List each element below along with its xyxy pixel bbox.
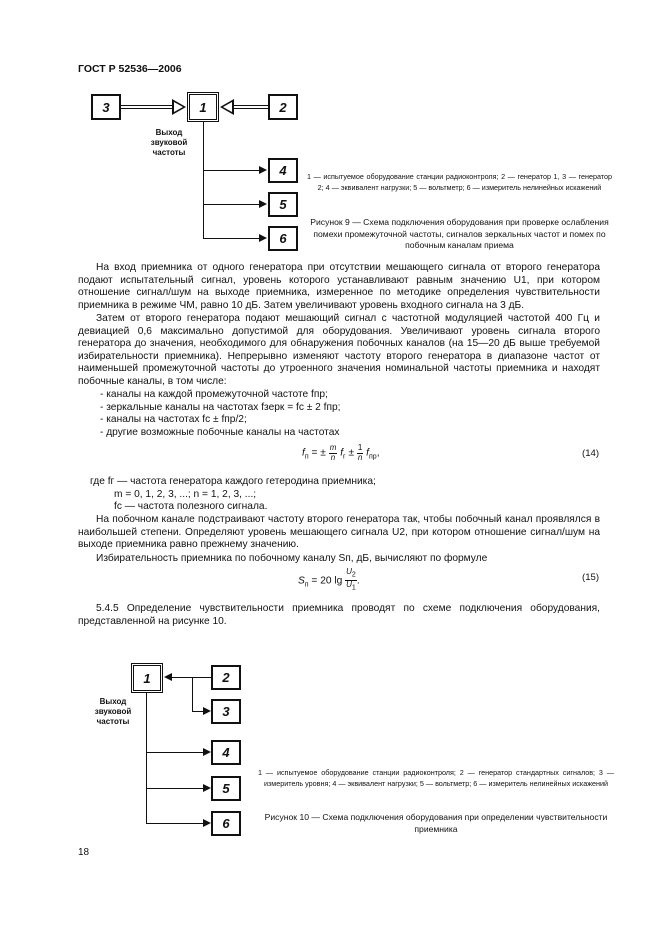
fig10-arrow-6 [203,819,211,827]
body-paragraph-3: На побочном канале подстраивают частоту второго генератора так, чтобы побочный канал проявлялся в наибольшей степени. Определяют уровень мешающего сигнала U2, при котором отношение сигнал/шум на выходе приемника равно прежнему значению. [78,514,600,551]
bullet-list [100,389,580,439]
fig10-arrow-4 [203,748,211,756]
fig10-arrow-1-3 [203,707,211,715]
document-header: ГОСТ Р 52536—2006 [78,63,182,75]
where-line: m = 0, 1, 2, 3, ...; n = 1, 2, 3, ...; [114,488,257,500]
fig9-link-2-1 [233,105,268,109]
list-item: - каналы на каждой промежуточной частоте fпр; [100,389,328,400]
fig9-legend: 1 — испытуемое оборудование станции радиоконтроля; 2 — генератор 1, 3 — генератор 2; 4 — эквивалент нагрузки; 5 — вольтметр; 6 — измеритель нелинейных искажений [307,172,612,192]
body-paragraph-5: 5.4.5 Определение чувствительности приемника проводят по схеме подключения оборудования, представленной на рисунке 10. [78,603,600,627]
fig10-box-1: 1 [131,663,163,693]
list-item: - зеркальные каналы на частотах fзерк = fc ± 2 fпр; [100,401,341,413]
fig9-arrow-3-1 [172,99,186,115]
fig10-link-4 [146,752,203,753]
body-paragraph-1: На вход приемника от одного генератора при отсутствии мешающего сигнала от второго генератора подают испытательный сигнал, уровень которого устанавливают равным значению U1, при котором отношение сигнал/шум на выходе приемника, измеренное по методике определения чувствительности приемника в режиме ЧМ, равно 10 дБ. Затем увеличивают уровень входного сигнала на 3 дБ. [78,262,600,311]
fig10-arrow-5 [203,784,211,792]
fig10-link-1-3-h [192,711,203,712]
fig10-link-6 [146,823,203,824]
fig10-output-label: Выход звуковой частоты [94,697,132,726]
where-line: где fг — частота генератора каждого гетеродина приемника; [90,476,376,487]
fig9-box-4: 4 [268,158,298,183]
where-block [90,476,570,514]
fig9-arrow-2-1 [220,99,234,115]
page-number: 18 [78,847,90,858]
fig10-box-5: 5 [211,776,241,801]
list-item: - каналы на частотах fc ± fпр/2; [100,414,247,426]
fig9-arrow-6 [259,234,267,242]
fig9-box-2: 2 [268,94,298,120]
fig9-box-5: 5 [268,192,298,217]
fig9-link-4 [203,170,260,171]
formula-15: $S_п = 20$ lg $\frac{U_2}{U_1}$ . [298,567,360,592]
fig9-box-1: 1 [187,92,219,122]
list-item: - другие возможные побочные каналы на частотах [100,426,340,438]
where-line: fc — частота полезного сигнала. [114,501,268,513]
fig10-link-1-3-v [192,677,193,712]
fig10-bus [146,693,147,824]
fig10-arrow-2-1 [164,673,172,681]
fig9-link-6 [203,238,260,239]
fig9-link-5 [203,204,260,205]
fig9-arrow-5 [259,200,267,208]
body-paragraph-2: Затем от второго генератора подают мешающий сигнал с частотной модуляцией частотой 400 Гц и девиацией 0,6 максимально допустимой для оборудования. Увеличивают уровень сигнала второго генератора до значения, необходимого для обнаружения побочных каналов (на 15—20 дБ выше требуемой избирательности приемника). Непрерывно изменяют частоту второго генератора в диапазоне частот от наименьшей промежуточной частоты до утроенного значения номинальной частоты приемника и находят побочные каналы, в том числе: [78,313,600,387]
fig10-box-3: 3 [211,699,241,724]
formula-14: $f_п$ = ± $\frac{m}{n}$ $f_г$ ± $\frac{1}{n}$ $f_{пр}$, [302,443,380,462]
body-paragraph-4: Избирательность приемника по побочному каналу Sп, дБ, вычисляют по формуле [96,553,488,564]
fig9-box-6: 6 [268,226,298,251]
fig9-arrow-4 [259,166,267,174]
fig9-bus [203,122,204,239]
fig10-legend: 1 — испытуемое оборудование станции радиоконтроля; 2 — генератор стандартных сигналов; 3 — измеритель уровня; 4 — эквивалент нагрузки; 5 — вольтметр; 6 — измеритель нелинейных искажений [258,768,614,788]
fig10-link-5 [146,788,203,789]
fig10-caption: Рисунок 10 — Схема подключения оборудования при определении чувствительности приемника [264,812,608,834]
fig9-link-3-1 [121,105,173,109]
fig10-box-2: 2 [211,665,241,690]
fig10-box-4: 4 [211,740,241,765]
fig9-caption: Рисунок 9 — Схема подключения оборудования при проверке ослабления помехи промежуточной частоты, сигналов зеркальных частот и помех по побочным каналам приема [310,217,609,250]
equation-number-14: (14) [582,448,600,459]
fig9-output-label: Выход звуковой частоты [150,128,188,157]
equation-number-15: (15) [582,572,600,583]
fig10-box-6: 6 [211,811,241,836]
fig9-box-3: 3 [91,94,121,120]
